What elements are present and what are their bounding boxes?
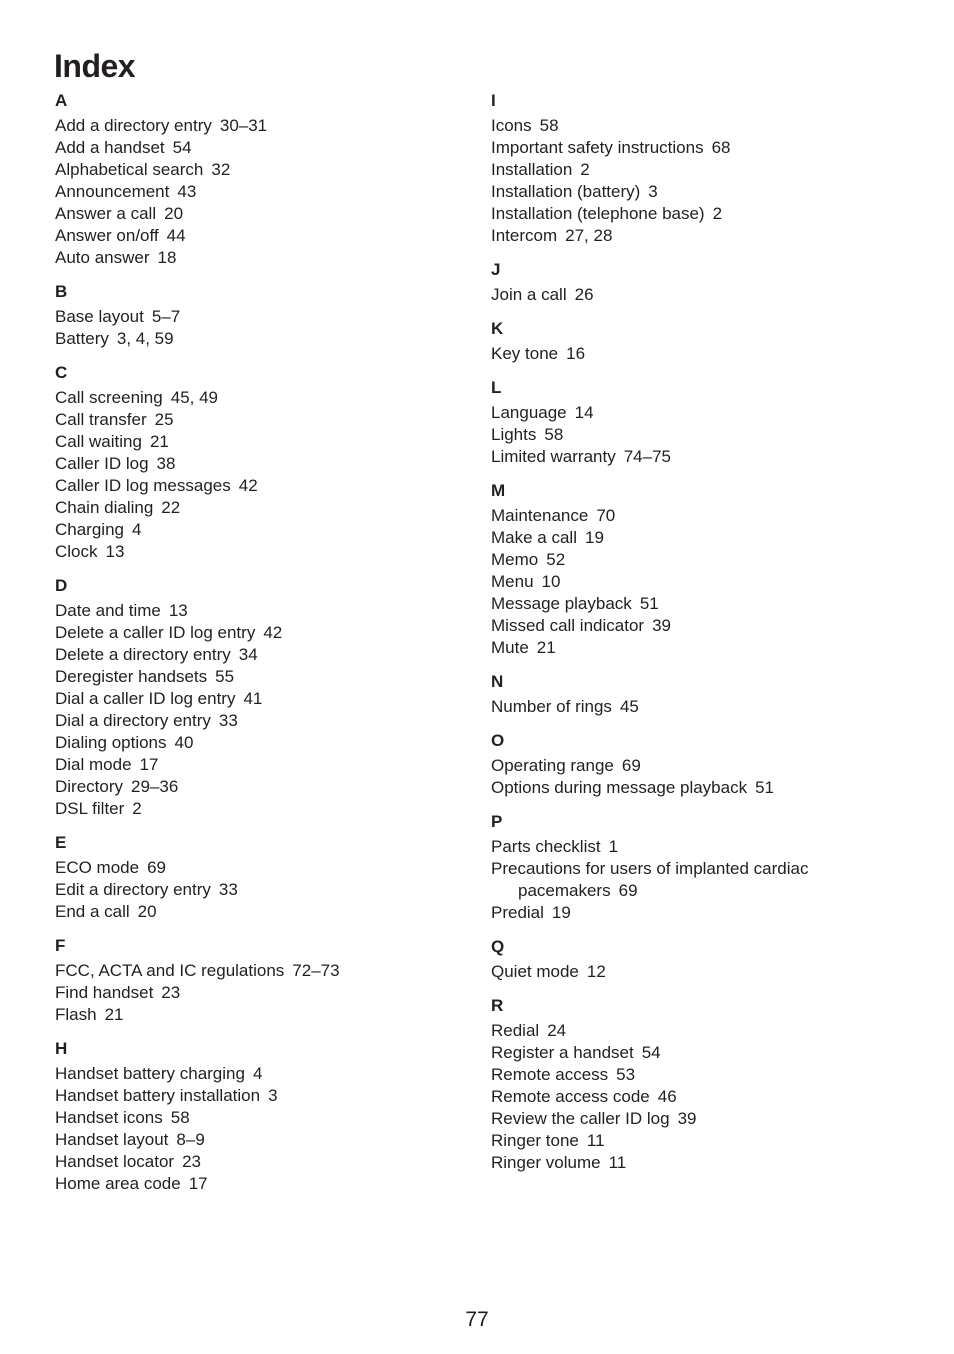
- index-entry: [55, 328, 475, 350]
- page-number: 77: [465, 1308, 489, 1331]
- entry-term: Call screening: [55, 388, 163, 407]
- entry-pages: 2: [580, 160, 590, 179]
- entry-pages: 54: [172, 138, 192, 157]
- entry-pages: 69: [618, 881, 638, 900]
- entry-term: Home area code: [55, 1174, 181, 1193]
- entry-pages: 30–31: [219, 116, 268, 135]
- section-letter: Q: [491, 937, 505, 956]
- entry-pages: 41: [243, 689, 263, 708]
- index-entry: [55, 688, 475, 710]
- entry-term: Handset icons: [55, 1108, 163, 1127]
- section-letter: K: [491, 319, 504, 338]
- section-letter: B: [55, 282, 68, 301]
- index-entry: [491, 858, 931, 902]
- section-letter: I: [491, 91, 496, 110]
- entry-term: Answer a call: [55, 204, 157, 223]
- index-entry: [55, 982, 475, 1004]
- entry-pages: 17: [139, 755, 159, 774]
- index-entry: [491, 961, 931, 983]
- entry-term: Message playback: [491, 594, 632, 613]
- entry-pages: 45, 49: [170, 388, 218, 407]
- entry-pages: 55: [215, 667, 235, 686]
- index-entry: [491, 1108, 931, 1130]
- entry-pages: 69: [147, 858, 167, 877]
- index-entry: [491, 1152, 931, 1174]
- entry-pages: 58: [170, 1108, 190, 1127]
- entry-pages: 2: [132, 799, 142, 818]
- entry-pages: 13: [105, 542, 125, 561]
- entry-term: Delete a caller ID log entry: [55, 623, 256, 642]
- section-letter: M: [491, 481, 506, 500]
- entry-pages: 11: [608, 1153, 627, 1172]
- entry-term: Icons: [491, 116, 532, 135]
- entry-pages: 68: [711, 138, 731, 157]
- entry-pages: 10: [541, 572, 561, 591]
- entry-pages: 51: [755, 778, 775, 797]
- entry-pages: 19: [551, 903, 571, 922]
- section-letter: C: [55, 363, 68, 382]
- entry-term: Limited warranty: [491, 447, 616, 466]
- entry-term: Precautions for users of implanted cardiac: [491, 859, 809, 878]
- entry-term: Caller ID log: [55, 454, 149, 473]
- entry-term: Predial: [491, 903, 544, 922]
- index-entry: [491, 593, 931, 615]
- section-letter: H: [55, 1039, 68, 1058]
- entry-pages: 44: [166, 226, 186, 245]
- index-entry: [491, 527, 931, 549]
- index-entry: [55, 225, 475, 247]
- entry-pages: 33: [218, 880, 238, 899]
- index-section-h: [55, 1038, 475, 1195]
- entry-pages: 13: [168, 601, 188, 620]
- entry-term: Memo: [491, 550, 539, 569]
- section-letter: F: [55, 936, 66, 955]
- entry-term: FCC, ACTA and IC regulations: [55, 961, 285, 980]
- index-entry: [55, 203, 475, 225]
- entry-pages: 58: [544, 425, 564, 444]
- entry-term: Language: [491, 403, 567, 422]
- entry-pages: 8–9: [176, 1130, 205, 1149]
- entry-term: Remote access: [491, 1065, 609, 1084]
- entry-term: Maintenance: [491, 506, 589, 525]
- entry-term: Directory: [55, 777, 124, 796]
- entry-term: Register a handset: [491, 1043, 634, 1062]
- entry-term: Dialing options: [55, 733, 167, 752]
- index-entry: [491, 1130, 931, 1152]
- index-entry: [55, 857, 475, 879]
- index-entry: [55, 798, 475, 820]
- entry-term: Base layout: [55, 307, 144, 326]
- entry-pages: 33: [218, 711, 238, 730]
- entry-term: Installation (telephone base): [491, 204, 705, 223]
- entry-pages: 3: [268, 1086, 278, 1105]
- index-entry: [491, 115, 931, 137]
- page-title: Index: [54, 48, 136, 84]
- entry-term: ECO mode: [55, 858, 140, 877]
- entry-term: Announcement: [55, 182, 170, 201]
- index-section-m: [491, 480, 931, 659]
- entry-term: Charging: [55, 520, 124, 539]
- entry-term: Installation: [491, 160, 573, 179]
- index-entry: [491, 696, 931, 718]
- index-entry: [55, 901, 475, 923]
- index-entry: [491, 1064, 931, 1086]
- entry-term: Join a call: [491, 285, 567, 304]
- entry-term: Clock: [55, 542, 98, 561]
- index-entry: [491, 571, 931, 593]
- index-entry: [55, 1129, 475, 1151]
- entry-term: Flash: [55, 1005, 97, 1024]
- entry-term: Auto answer: [55, 248, 150, 267]
- index-section-q: [491, 936, 931, 983]
- entry-term: Add a directory entry: [55, 116, 212, 135]
- index-entry: [491, 402, 931, 424]
- index-entry: [55, 1063, 475, 1085]
- index-entry: [491, 424, 931, 446]
- entry-pages: 3: [648, 182, 658, 201]
- entry-pages: 20: [164, 204, 184, 223]
- entry-pages: 14: [574, 403, 594, 422]
- entry-pages: 16: [566, 344, 586, 363]
- entry-term: Review the caller ID log: [491, 1109, 670, 1128]
- section-letter: L: [491, 378, 502, 397]
- index-entry: [491, 203, 931, 225]
- index-entry: [55, 247, 475, 269]
- index-entry: [55, 879, 475, 901]
- entry-term: Handset battery installation: [55, 1086, 261, 1105]
- entry-pages: 21: [104, 1005, 124, 1024]
- entry-pages: 70: [596, 506, 616, 525]
- entry-term: Deregister handsets: [55, 667, 208, 686]
- entry-pages: 39: [652, 616, 671, 635]
- entry-pages: 51: [639, 594, 659, 613]
- entry-term: Key tone: [491, 344, 559, 363]
- entry-term: Dial a caller ID log entry: [55, 689, 236, 708]
- entry-term: Missed call indicator: [491, 616, 645, 635]
- entry-pages: 12: [586, 962, 606, 981]
- entry-term: Mute: [491, 638, 529, 657]
- index-entry: [491, 549, 931, 571]
- entry-term: Installation (battery): [491, 182, 641, 201]
- index-entry: [55, 1151, 475, 1173]
- entry-pages: 21: [536, 638, 556, 657]
- entry-term-continuation-text: pacemakers: [518, 881, 611, 900]
- entry-term: Date and time: [55, 601, 161, 620]
- entry-term: Quiet mode: [491, 962, 579, 981]
- index-entry: [55, 115, 475, 137]
- index-section-l: [491, 377, 931, 468]
- entry-pages: 26: [574, 285, 594, 304]
- entry-term: Edit a directory entry: [55, 880, 211, 899]
- section-letter: D: [55, 576, 68, 595]
- entry-pages: 53: [616, 1065, 636, 1084]
- index-entry: [55, 776, 475, 798]
- index-section-e: [55, 832, 475, 923]
- entry-term: Handset locator: [55, 1152, 175, 1171]
- entry-pages: 29–36: [131, 777, 179, 796]
- entry-term: Alphabetical search: [55, 160, 204, 179]
- index-entry: [491, 284, 931, 306]
- section-letter: A: [55, 91, 68, 110]
- index-entry: [55, 710, 475, 732]
- entry-term: Find handset: [55, 983, 154, 1002]
- entry-term-continuation: [491, 880, 931, 902]
- entry-term: Options during message playback: [491, 778, 748, 797]
- index-entry: [55, 644, 475, 666]
- index-entry: [55, 600, 475, 622]
- index-entry: [55, 306, 475, 328]
- index-section-o: [491, 730, 931, 799]
- entry-term: Remote access code: [491, 1087, 650, 1106]
- entry-term: Ringer tone: [491, 1131, 579, 1150]
- entry-pages: 11: [586, 1131, 605, 1150]
- index-entry: [491, 902, 931, 924]
- entry-pages: 42: [238, 476, 258, 495]
- index-entry: [491, 1020, 931, 1042]
- index-column-right: [491, 90, 931, 1186]
- entry-pages: 34: [238, 645, 258, 664]
- index-entry: [55, 1085, 475, 1107]
- index-section-b: [55, 281, 475, 350]
- entry-pages: 5–7: [151, 307, 181, 326]
- index-entry: [491, 159, 931, 181]
- entry-pages: 43: [177, 182, 197, 201]
- index-entry: [491, 181, 931, 203]
- index-section-c: [55, 362, 475, 563]
- entry-pages: 22: [161, 498, 181, 517]
- index-entry: [491, 505, 931, 527]
- entry-term: End a call: [55, 902, 130, 921]
- entry-pages: 1: [608, 837, 619, 856]
- entry-term: Battery: [55, 329, 109, 348]
- index-entry: [491, 836, 931, 858]
- index-section-r: [491, 995, 931, 1174]
- entry-term: Call transfer: [55, 410, 147, 429]
- section-letter: N: [491, 672, 504, 691]
- index-entry: [55, 159, 475, 181]
- index-section-j: [491, 259, 931, 306]
- index-section-k: [491, 318, 931, 365]
- index-entry: [55, 497, 475, 519]
- entry-pages: 4: [252, 1064, 263, 1083]
- index-entry: [55, 475, 475, 497]
- index-entry: [55, 622, 475, 644]
- entry-term: Handset battery charging: [55, 1064, 245, 1083]
- entry-pages: 20: [137, 902, 157, 921]
- index-entry: [491, 1042, 931, 1064]
- entry-pages: 52: [546, 550, 566, 569]
- entry-term: Add a handset: [55, 138, 165, 157]
- index-column-left: [55, 90, 475, 1207]
- entry-term: Redial: [491, 1021, 540, 1040]
- entry-pages: 74–75: [623, 447, 671, 466]
- index-entry: [491, 446, 931, 468]
- entry-term: Caller ID log messages: [55, 476, 231, 495]
- index-entry: [491, 755, 931, 777]
- entry-term: Dial a directory entry: [55, 711, 211, 730]
- entry-pages: 25: [154, 410, 174, 429]
- entry-term: Number of rings: [491, 697, 612, 716]
- entry-term: Parts checklist: [491, 837, 601, 856]
- entry-term: Delete a directory entry: [55, 645, 231, 664]
- entry-pages: 38: [156, 454, 176, 473]
- index-entry: [55, 541, 475, 563]
- entry-pages: 69: [621, 756, 641, 775]
- index-section-a: [55, 90, 475, 269]
- index-entry: [491, 615, 931, 637]
- entry-pages: 27, 28: [565, 226, 613, 245]
- entry-pages: 21: [149, 432, 169, 451]
- entry-term: Ringer volume: [491, 1153, 601, 1172]
- entry-pages: 19: [584, 528, 604, 547]
- entry-pages: 24: [547, 1021, 567, 1040]
- entry-term: Chain dialing: [55, 498, 154, 517]
- index-section-p: [491, 811, 931, 924]
- entry-pages: 39: [677, 1109, 697, 1128]
- section-letter: R: [491, 996, 504, 1015]
- entry-pages: 40: [174, 733, 194, 752]
- section-letter: E: [55, 833, 67, 852]
- index-entry: [55, 1107, 475, 1129]
- index-entry: [55, 519, 475, 541]
- entry-term: Answer on/off: [55, 226, 159, 245]
- index-entry: [55, 960, 475, 982]
- entry-term: DSL filter: [55, 799, 125, 818]
- index-entry: [55, 409, 475, 431]
- index-entry: [491, 1086, 931, 1108]
- index-entry: [55, 1004, 475, 1026]
- index-section-i: [491, 90, 931, 247]
- entry-pages: 3, 4, 59: [116, 329, 174, 348]
- index-section-f: [55, 935, 475, 1026]
- entry-pages: 23: [161, 983, 181, 1002]
- entry-term: Lights: [491, 425, 537, 444]
- entry-pages: 58: [539, 116, 559, 135]
- entry-pages: 2: [712, 204, 723, 223]
- index-entry: [491, 137, 931, 159]
- entry-term: Make a call: [491, 528, 577, 547]
- entry-pages: 17: [188, 1174, 208, 1193]
- index-entry: [55, 387, 475, 409]
- entry-pages: 45: [619, 697, 639, 716]
- index-entry: [491, 777, 931, 799]
- index-entry: [55, 137, 475, 159]
- section-letter: J: [491, 260, 501, 279]
- entry-term: Handset layout: [55, 1130, 169, 1149]
- entry-term: Intercom: [491, 226, 558, 245]
- entry-pages: 4: [132, 520, 142, 539]
- entry-pages: 46: [657, 1087, 677, 1106]
- entry-pages: 54: [641, 1043, 661, 1062]
- index-section-n: [491, 671, 931, 718]
- index-entry: [55, 431, 475, 453]
- index-entry: [55, 181, 475, 203]
- index-entry: [55, 666, 475, 688]
- index-entry: [491, 225, 931, 247]
- entry-pages: 42: [263, 623, 283, 642]
- entry-pages: 23: [182, 1152, 201, 1171]
- entry-pages: 72–73: [292, 961, 340, 980]
- index-entry: [55, 754, 475, 776]
- index-entry: [55, 1173, 475, 1195]
- index-entry: [55, 453, 475, 475]
- entry-term: Call waiting: [55, 432, 142, 451]
- entry-term: Dial mode: [55, 755, 132, 774]
- section-letter: O: [491, 731, 505, 750]
- index-entry: [491, 637, 931, 659]
- index-section-d: [55, 575, 475, 820]
- index-entry: [55, 732, 475, 754]
- entry-term: Menu: [491, 572, 534, 591]
- entry-pages: 32: [211, 160, 231, 179]
- entry-pages: 18: [157, 248, 177, 267]
- section-letter: P: [491, 812, 503, 831]
- entry-term: Important safety instructions: [491, 138, 704, 157]
- entry-term: Operating range: [491, 756, 614, 775]
- index-entry: [491, 343, 931, 365]
